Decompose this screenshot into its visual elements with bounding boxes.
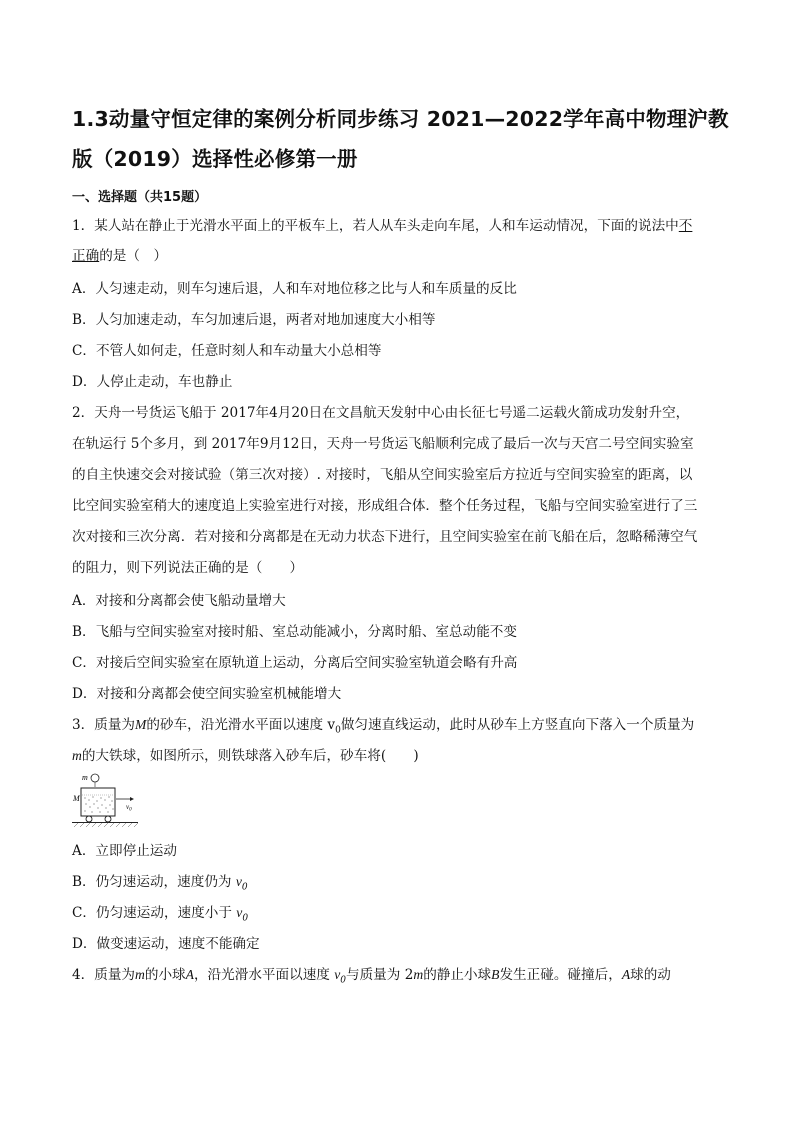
- sand-cart-figure: [72, 771, 140, 829]
- sand-fill: [84, 796, 113, 812]
- q1-option-b: B．人匀加速走动，车匀加速后退，两者对地加速度大小相等: [72, 312, 436, 328]
- title-line-1: 1.3动量守恒定律的案例分析同步练习 2021—2022学年高中物理沪教: [72, 107, 729, 131]
- q1-option-c: C．不管人如何走，任意时刻人和车动量大小总相等: [72, 343, 382, 359]
- underline-text: 不: [678, 218, 693, 234]
- figure-label-m: m: [82, 773, 88, 782]
- q2-stem-line-2: 在轨运行 5个多月，到 2017年9月12日，天舟一号货运飞船顺利完成了最后一次与天宫二号空间实验室: [72, 436, 694, 452]
- page-title: [72, 99, 732, 179]
- iron-ball-icon: [91, 774, 99, 782]
- wheel-icon: [105, 816, 111, 822]
- q2-stem-line-1: 2．天舟一号货运飞船于 2017年4月20日在文昌航天发射中心由长征七号遥二运载火箭成功发射升空，: [72, 405, 690, 421]
- q3-option-c: C．仍匀速运动，速度小于 $v_0$: [72, 905, 249, 924]
- underline-text: 正确: [72, 248, 100, 264]
- q1-option-a: A．人匀速走动，则车匀速后退，人和车对地位移之比与人和车质量的反比: [72, 281, 517, 297]
- q2-option-b: B．飞船与空间实验室对接时船、室总动能减小，分离时船、室总动能不变: [72, 624, 517, 640]
- wheel-icon: [86, 816, 92, 822]
- q2-stem-line-5: 次对接和三次分离．若对接和分离都是在无动力状态下进行，且空间实验室在前飞船在后，忽略稀薄空气: [72, 529, 698, 545]
- q3-option-b: B．仍匀速运动，速度仍为 $v_0$: [72, 874, 248, 893]
- q3-option-d: D．做变速运动，速度不能确定: [72, 936, 260, 952]
- q2-stem-line-6: 的阻力，则下列说法正确的是（ ）: [72, 560, 304, 576]
- q2-stem-line-3: 的自主快速交会对接试验（第三次对接）. 对接时，飞船从空间实验室后方拉近与空间实验室的距离，以: [72, 467, 693, 483]
- q2-stem-line-4: 比空间实验室稍大的速度追上实验室进行对接，形成组合体．整个任务过程，飞船与空间实验室进行了三: [72, 498, 698, 514]
- q1-option-d: D．人停止走动，车也静止: [72, 374, 233, 390]
- figure-label-M: M: [73, 794, 80, 803]
- section-heading: 一、选择题（共15题）: [72, 190, 208, 205]
- q3-option-a: A．立即停止运动: [72, 843, 177, 859]
- q1-stem-line-2: 正确的是（ ）: [72, 248, 168, 264]
- q2-option-d: D．对接和分离都会使空间实验室机械能增大: [72, 686, 342, 702]
- q3-stem-line-1: 3．质量为M的砂车，沿光滑水平面以速度 $v_0$做匀速直线运动，此时从砂车上方竖直向下落入一个质量为: [72, 717, 695, 736]
- q2-option-c: C．对接后空间实验室在原轨道上运动，分离后空间实验室轨道会略有升高: [72, 655, 518, 671]
- title-line-2: 版（2019）选择性必修第一册: [72, 147, 358, 171]
- q4-stem-line-1: 4．质量为m的小球A，沿光滑水平面以速度 $v_0$与质量为 2m的静止小球B发生正碰。碰撞后，A球的动: [72, 967, 671, 986]
- q1-stem-line-1: 1．某人站在静止于光滑水平面上的平板车上，若人从车头走向车尾，人和车运动情况，下面的说法中不: [72, 218, 693, 234]
- figure-label-v0: $v_0$: [126, 803, 132, 813]
- q2-option-a: A．对接和分离都会使飞船动量增大: [72, 593, 286, 609]
- sand-cart-body: [81, 788, 115, 816]
- q3-stem-line-2: m的大铁球，如图所示，则铁球落入砂车后，砂车将( ): [72, 748, 419, 764]
